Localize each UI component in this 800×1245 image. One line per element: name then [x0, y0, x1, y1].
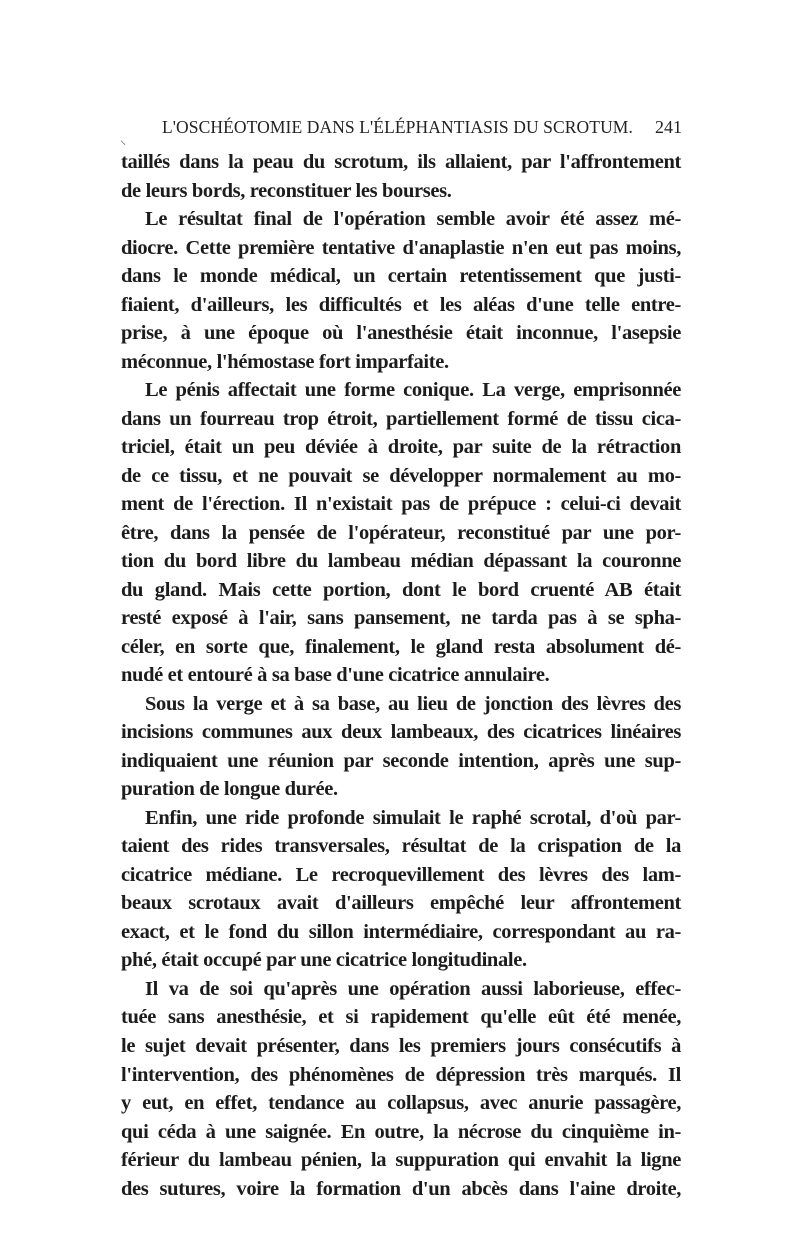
- text-line: Il va de soi qu'après une opération aussi laborieuse, effec-: [145, 977, 681, 1000]
- text-line: dans le monde médical, un certain retentissement que justi-: [121, 265, 681, 288]
- text-line: cicatrice médiane. Le recroquevillement des lèvres des lam-: [121, 863, 681, 886]
- text-line: beaux scrotaux avait d'ailleurs empêché leur affrontement: [121, 892, 681, 915]
- text-line: resté exposé à l'air, sans pansement, ne tarda pas à se spha-: [121, 607, 681, 630]
- text-line: indiquaient une réunion par seconde intention, après une sup-: [121, 749, 681, 772]
- text-line: taillés dans la peau du scrotum, ils allaient, par l'affrontement: [121, 151, 681, 173]
- text-line: taient des rides transversales, résultat de la crispation de la: [121, 835, 681, 858]
- text-line: tuée sans anesthésie, et si rapidement qu'elle eût été menée,: [121, 1006, 681, 1029]
- stray-mark: ⸜: [120, 133, 127, 147]
- text-line: Le pénis affectait une forme conique. La verge, emprisonnée: [145, 379, 681, 402]
- running-head: [120, 113, 682, 147]
- text-line: Enfin, une ride profonde simulait le raphé scrotal, d'où par-: [145, 806, 681, 829]
- text-line: puration de longue durée.: [121, 778, 338, 801]
- text-line: férieur du lambeau pénien, la suppuration qui envahit la ligne: [121, 1149, 681, 1172]
- text-line: de ce tissu, et ne pouvait se développer normalement au mo-: [121, 464, 681, 487]
- page-number: 241: [655, 117, 682, 137]
- text-line: ment de l'érection. Il n'existait pas de prépuce : celui-ci devait: [121, 493, 681, 516]
- text-line: dans un fourreau trop étroit, partiellement formé de tissu cica-: [121, 407, 681, 430]
- text-line: du gland. Mais cette portion, dont le bord cruenté AB était: [121, 578, 681, 601]
- text-line: nudé et entouré à sa base d'une cicatrice annulaire.: [121, 664, 550, 687]
- text-line: y eut, en effet, tendance au collapsus, avec anurie passagère,: [121, 1092, 681, 1115]
- text-line: être, dans la pensée de l'opérateur, reconstitué par une por-: [121, 521, 681, 544]
- body-text: [121, 148, 681, 1203]
- text-line: le sujet devait présenter, dans les premiers jours consécutifs à: [121, 1034, 681, 1057]
- text-line: phé, était occupé par une cicatrice longitudinale.: [121, 949, 527, 972]
- running-title: L'OSCHÉOTOMIE DANS L'ÉLÉPHANTIASIS DU SCROTUM.: [162, 117, 633, 137]
- text-line: l'intervention, des phénomènes de dépression très marqués. Il: [121, 1063, 681, 1086]
- text-line: Le résultat final de l'opération semble avoir été assez mé-: [145, 208, 681, 231]
- text-line: triciel, était un peu déviée à droite, par suite de la rétraction: [121, 436, 681, 459]
- text-line: exact, et le fond du sillon intermédiaire, correspondant au ra-: [121, 920, 681, 943]
- text-line: prise, à une époque où l'anesthésie était inconnue, l'asepsie: [121, 322, 681, 345]
- text-line: céler, en sorte que, finalement, le gland resta absolument dé-: [121, 635, 681, 658]
- text-line: Sous la verge et à sa base, au lieu de jonction des lèvres des: [145, 692, 681, 715]
- text-line: incisions communes aux deux lambeaux, des cicatrices linéaires: [121, 721, 681, 744]
- text-line: qui céda à une saignée. En outre, la nécrose du cinquième in-: [121, 1120, 681, 1143]
- text-line: méconnue, l'hémostase fort imparfaite.: [121, 350, 449, 373]
- text-line: tion du bord libre du lambeau médian dépassant la couronne: [121, 550, 681, 573]
- text-line: de leurs bords, reconstituer les bourses.: [121, 179, 452, 202]
- text-line: des sutures, voire la formation d'un abcès dans l'aine droite,: [121, 1177, 681, 1200]
- text-line: diocre. Cette première tentative d'anaplastie n'en eut pas moins,: [121, 236, 681, 259]
- text-line: fiaient, d'ailleurs, les difficultés et les aléas d'une telle entre-: [121, 293, 681, 316]
